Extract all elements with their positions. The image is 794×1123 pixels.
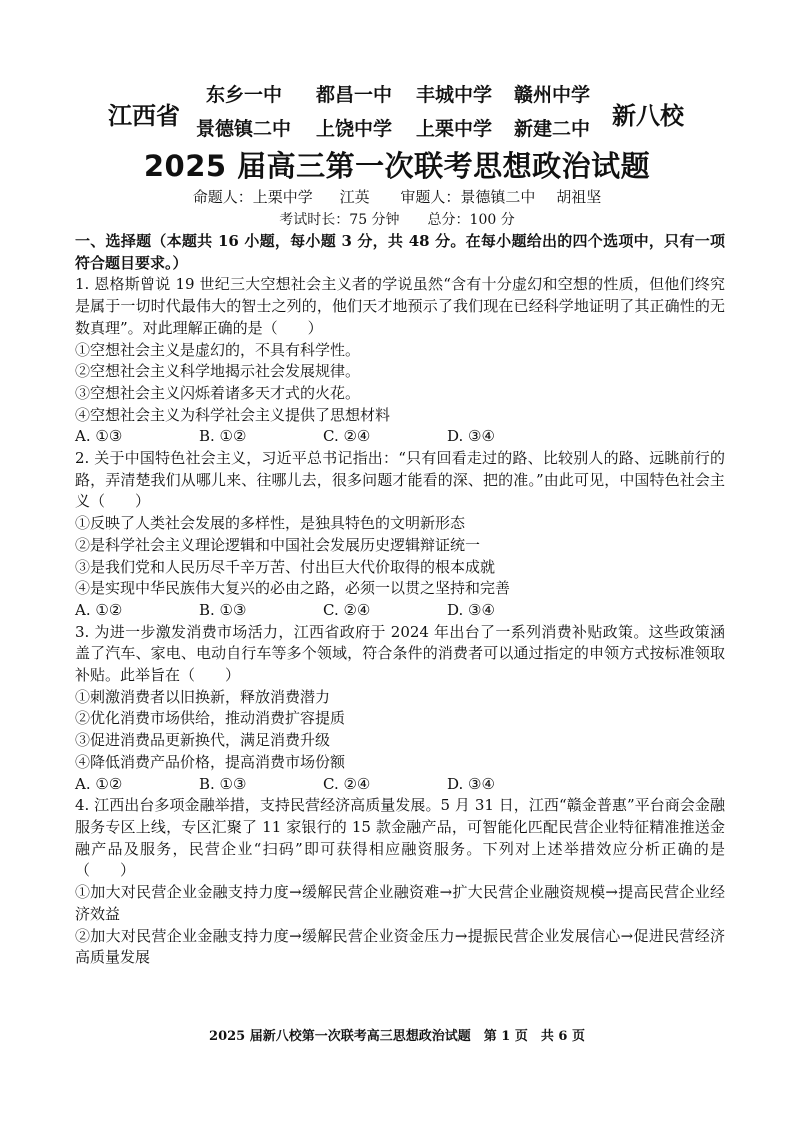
- school-name: 新建二中: [514, 118, 591, 140]
- school-name: 丰城中学: [416, 84, 493, 106]
- question-stem: 1. 恩格斯曾说 19 世纪三大空想社会主义者的学说虽然“含有十分虚幻和空想的性质，但他们终究是属于一切时代最伟大的智士之列的，他们天才地预示了我们现在已经科学地证明了其正确性的无数真理”。对此理解正确的是（ ）: [75, 275, 725, 337]
- credits-line: [0, 186, 794, 207]
- statement-item: ②加大对民营企业金融支持力度→缓解民营企业资金压力→提振民营企业发展信心→促进民营经济高质量发展: [75, 926, 725, 967]
- page-footer: 2025 届新八校第一次联考高三思想政治试题 第 1 页 共 6 页: [209, 1029, 585, 1044]
- province-label: 江西省: [108, 102, 180, 130]
- option-c: C. ②④: [323, 600, 371, 619]
- question-3: [75, 622, 725, 796]
- school-name: 上饶中学: [316, 118, 393, 140]
- author-label: 命题人：上栗中学: [192, 188, 313, 206]
- school-name: 东乡一中: [206, 84, 283, 106]
- author-name: 江英: [339, 188, 370, 206]
- question-body: [75, 231, 725, 969]
- school-name: 赣州中学: [514, 84, 591, 106]
- question-stem: 2. 关于中国特色社会主义，习近平总书记指出：“只有回看走过的路、比较别人的路、远眺前行的路，弄清楚我们从哪儿来、往哪儿去，很多问题才能看的深、把的准。”由此可见，中国特色社会主义（ ）: [75, 449, 725, 511]
- statement-item: ②空想社会主义科学地揭示社会发展规律。: [75, 362, 361, 381]
- reviewer-label: 审题人：景德镇二中: [400, 188, 536, 206]
- option-b: B. ①②: [199, 427, 247, 446]
- question-stem: 4. 江西出台多项金融举措，支持民营经济高质量发展。5 月 31 日，江西“赣金普惠”平台商会金融服务专区上线，专区汇聚了 11 家银行的 15 款金融产品，可智能化匹配民营企业特征精准推送金融产品及服务，民营企业“扫码”即可获得相应融资服务。下列对上述举措效应分析正确的是（ ）: [75, 796, 725, 880]
- statement-item: ①反映了人类社会发展的多样性，是独具特色的文明新形态: [75, 514, 466, 533]
- exam-title: 2025 届高三第一次联考思想政治试题: [143, 149, 651, 183]
- reviewer-name: 胡祖坚: [556, 188, 602, 206]
- answer-options: [75, 774, 725, 796]
- statement-item: ①刺激消费者以旧换新，释放消费潜力: [75, 687, 331, 706]
- exam-meta: 考试时长：75 分钟 总分：100 分: [279, 212, 515, 228]
- option-d: D. ③④: [447, 427, 495, 446]
- question-4: [75, 795, 725, 969]
- option-c: C. ②④: [323, 427, 371, 446]
- statement-item: ③促进消费品更新换代，满足消费升级: [75, 731, 331, 750]
- option-a: A. ①②: [75, 600, 123, 619]
- statement-item: ①空想社会主义是虚幻的，不具有科学性。: [75, 340, 361, 359]
- option-c: C. ②④: [323, 774, 371, 793]
- statement-item: ②优化消费市场供给，推动消费扩容提质: [75, 709, 346, 728]
- statement-item: ④空想社会主义为科学社会主义提供了思想材料: [75, 405, 391, 424]
- section-heading: 一、选择题（本题共 16 小题，每小题 3 分，共 48 分。在每小题给出的四个选项中，只有一项符合题目要求。）: [75, 232, 725, 272]
- option-a: A. ①③: [75, 427, 123, 446]
- alliance-badge: 新八校: [612, 102, 684, 130]
- option-b: B. ①③: [199, 600, 247, 619]
- option-a: A. ①②: [75, 774, 123, 793]
- school-name: 都昌一中: [316, 84, 393, 106]
- statement-item: ③空想社会主义闪烁着诸多天才式的火花。: [75, 383, 361, 402]
- option-d: D. ③④: [447, 774, 495, 793]
- answer-options: [75, 600, 725, 622]
- question-stem: 3. 为进一步激发消费市场活力，江西省政府于 2024 年出台了一系列消费补贴政策。这些政策涵盖了汽车、家电、电动自行车等多个领域，符合条件的消费者可以通过指定的申领方式按标准领取补贴。此举旨在（ ）: [75, 622, 725, 685]
- statement-item: ③是我们党和人民历尽千辛万苦、付出巨大代价取得的根本成就: [75, 557, 496, 576]
- question-1: [75, 274, 725, 448]
- answer-options: [75, 426, 725, 448]
- school-name: 上栗中学: [416, 118, 493, 140]
- statement-item: ②是科学社会主义理论逻辑和中国社会发展历史逻辑辩证统一: [75, 535, 481, 554]
- question-2: [75, 448, 725, 622]
- school-name: 景德镇二中: [196, 118, 292, 140]
- option-d: D. ③④: [447, 600, 495, 619]
- option-b: B. ①③: [199, 774, 247, 793]
- statement-item: ④是实现中华民族伟大复兴的必由之路，必须一以贯之坚持和完善: [75, 579, 511, 598]
- statement-item: ④降低消费产品价格，提高消费市场份额: [75, 752, 346, 771]
- statement-item: ①加大对民营企业金融支持力度→缓解民营企业融资难→扩大民营企业融资规模→提高民营企业经济效益: [75, 883, 725, 923]
